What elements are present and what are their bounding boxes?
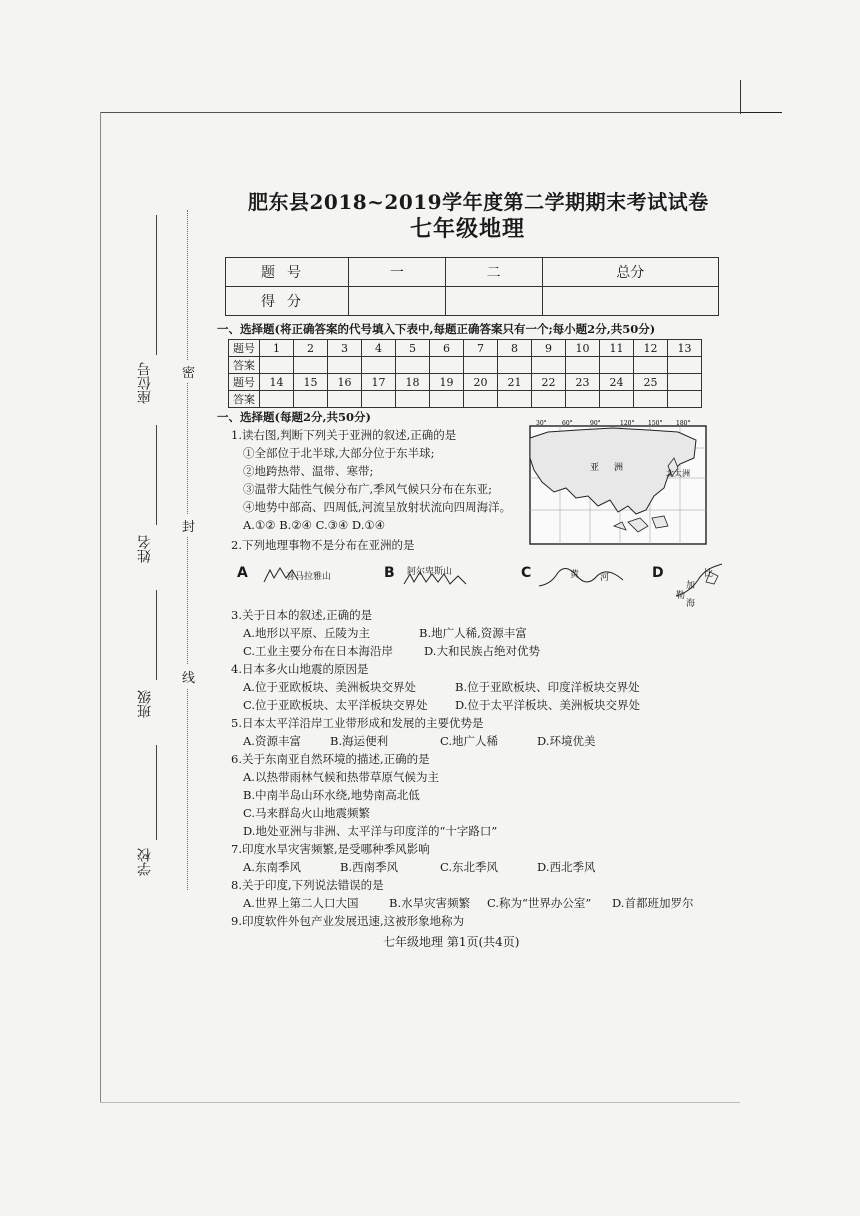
answer-input-cell[interactable] — [668, 391, 702, 408]
answer-input-row — [229, 357, 702, 374]
question-number-cell: 22 — [532, 374, 566, 391]
q7-option-d[interactable]: D.西北季风 — [537, 860, 596, 874]
answer-row-label: 题号 — [229, 340, 260, 357]
answer-input-cell[interactable] — [294, 357, 328, 374]
answer-input-cell[interactable] — [634, 391, 668, 408]
answer-table — [228, 339, 702, 408]
score-input-cell[interactable] — [542, 287, 718, 316]
seal-char-xian: 线 — [182, 665, 195, 688]
class-line — [156, 590, 157, 680]
question-number-cell: 18 — [396, 374, 430, 391]
class-label: 班级 — [137, 690, 153, 718]
q4-option-d[interactable]: D.位于太平洋板块、美洲板块交界处 — [455, 698, 640, 712]
q5-option-c[interactable]: C.地广人稀 — [440, 734, 499, 748]
q2-label-alps: 阿尔卑斯山 — [407, 567, 453, 577]
answer-input-cell[interactable] — [396, 391, 430, 408]
answer-row-label: 答案 — [229, 391, 260, 408]
q3-option-d[interactable]: D.大和民族占绝对优势 — [424, 644, 540, 658]
q8-option-d[interactable]: D.首都班加罗尔 — [612, 896, 694, 910]
question-number-cell: 14 — [260, 374, 294, 391]
answer-number-row — [229, 374, 702, 391]
q2-river-c-icon — [537, 562, 627, 592]
scan-edge-left — [100, 112, 101, 1102]
q4-option-b[interactable]: B.位于亚欧板块、印度洋板块交界处 — [455, 680, 640, 694]
q5-stem: 5.日本太平洋沿岸工业带形成和发展的主要优势是 — [231, 716, 484, 730]
question-number-cell: 6 — [430, 340, 464, 357]
q2-label-huang: 黄 — [570, 570, 580, 580]
page-footer: 七年级地理 第1页(共4页) — [383, 935, 520, 949]
map-degree-180: 180° — [676, 420, 691, 427]
score-table-cell: 得分 — [226, 287, 349, 316]
school-label: 学校 — [137, 848, 153, 876]
q3-option-b[interactable]: B.地广人稀,资源丰富 — [419, 626, 527, 640]
question-number-cell: 12 — [634, 340, 668, 357]
answer-row-label: 题号 — [229, 374, 260, 391]
q4-option-c[interactable]: C.位于亚欧板块、太平洋板块交界处 — [243, 698, 428, 712]
seat-number-label: 座位号 — [137, 362, 153, 404]
answer-input-cell[interactable] — [566, 357, 600, 374]
q6-option-d[interactable]: D.地处亚洲与非洲、太平洋与印度洋的“十字路口” — [243, 824, 498, 838]
q4-stem: 4.日本多火山地震的原因是 — [231, 662, 369, 676]
question-number-cell: 15 — [294, 374, 328, 391]
seat-number-line — [156, 215, 157, 355]
q2-option-a[interactable]: A — [237, 565, 248, 581]
q8-stem: 8.关于印度,下列说法错误的是 — [231, 878, 384, 892]
q5-option-a[interactable]: A.资源丰富 — [243, 734, 301, 748]
q7-option-c[interactable]: C.东北季风 — [440, 860, 499, 874]
map-degree-150: 150° — [648, 420, 663, 427]
exam-title: 肥东县2018~2019学年度第二学期期末考试试卷 — [248, 190, 709, 214]
q7-option-a[interactable]: A.东南季风 — [243, 860, 301, 874]
question-number-cell: 2 — [294, 340, 328, 357]
score-input-cell[interactable] — [349, 287, 446, 316]
q2-option-d[interactable]: D — [652, 565, 664, 581]
q1-options: A.①② B.②④ C.③④ D.①④ — [243, 518, 386, 532]
map-label-ya: 亚 — [590, 463, 600, 473]
exam-subtitle: 七年级地理 — [410, 217, 526, 242]
answer-input-cell[interactable] — [430, 357, 464, 374]
question-number-cell: 23 — [566, 374, 600, 391]
q3-stem: 3.关于日本的叙述,正确的是 — [231, 608, 373, 622]
q8-option-b[interactable]: B.水旱灾害频繁 — [389, 896, 471, 910]
question-number-cell: 4 — [362, 340, 396, 357]
answer-section-heading: 一、选择题(将正确答案的代号填入下表中,每题正确答案只有一个;每小题2分,共50分) — [217, 322, 656, 336]
answer-input-cell[interactable] — [260, 391, 294, 408]
question-number-cell: 9 — [532, 340, 566, 357]
q2-label-jia: 加 — [686, 581, 696, 591]
q1-item-3: ③温带大陆性气候分布广,季风气候只分布在东亚; — [243, 482, 493, 496]
q2-label-himalaya: 喜马拉雅山 — [286, 572, 332, 582]
binding-dotted-line — [187, 210, 188, 890]
score-table — [225, 257, 719, 316]
answer-input-cell[interactable] — [498, 391, 532, 408]
question-number-cell: 20 — [464, 374, 498, 391]
question-number-cell: 7 — [464, 340, 498, 357]
q6-stem: 6.关于东南亚自然环境的描述,正确的是 — [231, 752, 430, 766]
answer-input-cell[interactable] — [430, 391, 464, 408]
q6-option-b[interactable]: B.中南半岛山环水绕,地势南高北低 — [243, 788, 420, 802]
q1-item-1: ①全部位于北半球,大部分位于东半球; — [243, 446, 435, 460]
question-number-cell: 10 — [566, 340, 600, 357]
answer-input-cell[interactable] — [396, 357, 430, 374]
score-table-cell: 题号 — [226, 258, 349, 287]
seal-char-feng: 封 — [182, 514, 195, 537]
q5-option-d[interactable]: D.环境优美 — [537, 734, 596, 748]
q5-option-b[interactable]: B.海运便利 — [330, 734, 389, 748]
q2-label-le: 勒 — [676, 591, 686, 601]
answer-input-cell[interactable] — [532, 357, 566, 374]
q1-stem: 1.读右图,判断下列关于亚洲的叙述,正确的是 — [231, 428, 457, 442]
score-table-header-row — [226, 258, 719, 287]
map-degree-30: 30° — [536, 420, 547, 427]
q7-stem: 7.印度水旱灾害频繁,是受哪种季风影响 — [231, 842, 430, 856]
score-table-score-row — [226, 287, 719, 316]
q2-option-c[interactable]: C — [521, 565, 532, 581]
q9-stem: 9.印度软件外包产业发展迅速,这被形象地称为 — [231, 914, 465, 928]
q6-option-c[interactable]: C.马来群岛火山地震频繁 — [243, 806, 371, 820]
question-number-cell: 21 — [498, 374, 532, 391]
answer-input-cell[interactable] — [464, 391, 498, 408]
question-number-cell: 11 — [600, 340, 634, 357]
map-label-zhou: 洲 — [614, 463, 624, 473]
answer-input-cell[interactable] — [600, 357, 634, 374]
q4-option-a[interactable]: A.位于亚欧板块、美洲板块交界处 — [243, 680, 416, 694]
map-label-north-pacific: 北太洲 — [666, 469, 690, 478]
q7-option-b[interactable]: B.西南季风 — [340, 860, 399, 874]
q3-option-a[interactable]: A.地形以平原、丘陵为主 — [243, 626, 370, 640]
q1-item-4: ④地势中部高、四周低,河流呈放射状流向四周海洋。 — [243, 500, 512, 514]
answer-row-label: 答案 — [229, 357, 260, 374]
question-number-cell: 5 — [396, 340, 430, 357]
q8-option-c[interactable]: C.称为“世界办公室” — [487, 896, 592, 910]
q3-option-c[interactable]: C.工业主要分布在日本海沿岸 — [243, 644, 394, 658]
seal-char-mi: 密 — [182, 360, 195, 383]
scan-edge-right — [740, 80, 741, 114]
answer-input-cell[interactable] — [464, 357, 498, 374]
score-table-cell: 总分 — [542, 258, 718, 287]
answer-input-cell[interactable] — [294, 391, 328, 408]
q2-label-hai: 海 — [686, 599, 696, 609]
answer-input-cell[interactable] — [260, 357, 294, 374]
q2-stem: 2.下列地理事物不是分布在亚洲的是 — [231, 538, 415, 552]
answer-input-cell[interactable] — [566, 391, 600, 408]
answer-input-cell[interactable] — [668, 357, 702, 374]
question-number-cell — [668, 374, 702, 391]
answer-input-cell[interactable] — [600, 391, 634, 408]
answer-input-cell[interactable] — [532, 391, 566, 408]
question-number-cell: 16 — [328, 374, 362, 391]
score-table-cell: 二 — [445, 258, 542, 287]
section1-heading: 一、选择题(每题2分,共50分) — [217, 410, 371, 424]
question-number-cell: 24 — [600, 374, 634, 391]
question-number-cell: 3 — [328, 340, 362, 357]
question-number-cell: 17 — [362, 374, 396, 391]
map-degree-120: 120° — [620, 420, 635, 427]
asia-map — [518, 418, 714, 546]
q8-option-a[interactable]: A.世界上第二人口大国 — [243, 896, 359, 910]
answer-input-cell[interactable] — [362, 391, 396, 408]
q2-label-bi: 比 — [704, 569, 714, 579]
scan-edge-top-right — [740, 112, 782, 113]
question-number-cell: 19 — [430, 374, 464, 391]
answer-number-row — [229, 340, 702, 357]
score-table-cell: 一 — [349, 258, 446, 287]
answer-input-cell[interactable] — [498, 357, 532, 374]
scan-edge-top — [100, 112, 740, 113]
question-number-cell: 25 — [634, 374, 668, 391]
q2-option-b[interactable]: B — [384, 565, 395, 581]
map-degree-90: 90° — [590, 420, 601, 427]
map-degree-60: 60° — [562, 420, 573, 427]
answer-input-cell[interactable] — [328, 391, 362, 408]
q2-label-he: 河 — [600, 573, 610, 583]
answer-input-row — [229, 391, 702, 408]
answer-input-cell[interactable] — [328, 357, 362, 374]
score-input-cell[interactable] — [445, 287, 542, 316]
question-number-cell: 8 — [498, 340, 532, 357]
question-number-cell: 13 — [668, 340, 702, 357]
answer-input-cell[interactable] — [634, 357, 668, 374]
school-line — [156, 745, 157, 840]
q1-item-2: ②地跨热带、温带、寒带; — [243, 464, 374, 478]
question-number-cell: 1 — [260, 340, 294, 357]
name-label: 姓名 — [137, 535, 153, 563]
answer-input-cell[interactable] — [362, 357, 396, 374]
q6-option-a[interactable]: A.以热带雨林气候和热带草原气候为主 — [243, 770, 439, 784]
scan-edge-bottom — [100, 1102, 740, 1103]
name-line — [156, 425, 157, 525]
